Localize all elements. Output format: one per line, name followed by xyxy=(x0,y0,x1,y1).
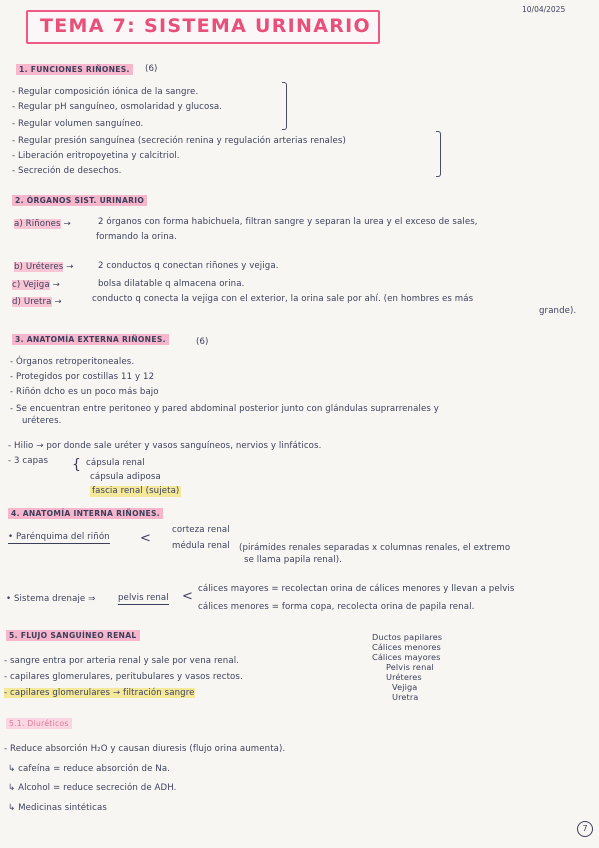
brace xyxy=(436,131,441,177)
vejiga-text: bolsa dilatable q almacena orina. xyxy=(98,279,245,289)
sec1-item: - Liberación eritropoyetina y calcitriol. xyxy=(12,151,180,161)
section-5-1-heading: 5.1. Diuréticos xyxy=(6,718,72,729)
section-3-heading: 3. ANATOMÍA EXTERNA RIÑONES. xyxy=(12,334,169,345)
sec3-item: - Protegidos por costillas 11 y 12 xyxy=(10,372,155,382)
sec1-item: - Regular pH sanguíneo, osmolaridad y glucosa. xyxy=(12,102,223,112)
calices-menores: cálices menores = forma copa, recolecta orina de papila renal. xyxy=(198,602,475,612)
flow-item: Vejiga xyxy=(392,682,418,692)
bracket-icon: < xyxy=(182,589,193,604)
pelvis-label: pelvis renal xyxy=(118,593,169,603)
section-1-count: (6) xyxy=(145,64,158,74)
flow-item: Uretra xyxy=(392,692,419,702)
uretra-text-2: grande). xyxy=(539,306,577,316)
flow-list xyxy=(372,632,442,702)
medula-note: (pirámides renales separadas x columnas renales, el extremo xyxy=(239,543,511,553)
sec51-item: ↳ Alcohol = reduce secreción de ADH. xyxy=(8,783,177,793)
flow-item: Ductos papilares xyxy=(372,632,443,642)
rinones-text-2: formando la orina. xyxy=(96,232,178,242)
flow-item: Pelvis renal xyxy=(386,662,434,672)
section-3-count: (6) xyxy=(196,337,209,347)
sec3-item: - Riñón dcho es un poco más bajo xyxy=(10,387,159,397)
section-2-heading: 2. ÓRGANOS SIST. URINARIO xyxy=(12,195,147,206)
sec1-item: - Regular composición iónica de la sangre. xyxy=(12,87,199,97)
section-1-heading: 1. FUNCIONES RIÑONES. xyxy=(16,64,133,75)
brace xyxy=(282,82,287,130)
sec1-item: - Secreción de desechos. xyxy=(12,166,122,176)
sec3-item: uréteres. xyxy=(22,416,62,426)
ureteres-text: 2 conductos q conectan riñones y vejiga. xyxy=(98,261,279,271)
flow-item: Uréteres xyxy=(386,672,422,682)
capa-item: cápsula renal xyxy=(86,458,145,468)
sec1-item: - Regular presión sanguínea (secreción renina y regulación arterias renales) xyxy=(12,136,346,146)
sec3-item: - Se encuentran entre peritoneo y pared abdominal posterior junto con glándulas suprarrenales y xyxy=(10,404,439,414)
sec51-item: ↳ Medicinas sintéticas xyxy=(8,803,107,813)
label-vejiga: c) Vejiga xyxy=(12,280,50,290)
sec5-item: - sangre entra por arteria renal y sale por vena renal. xyxy=(4,656,240,666)
section-4-heading: 4. ANATOMÍA INTERNA RIÑONES. xyxy=(8,508,163,519)
label-ureteres: b) Uréteres xyxy=(14,262,64,272)
corteza-label: corteza renal xyxy=(172,525,230,535)
parenquima-label: • Parénquima del riñón xyxy=(8,532,110,542)
label-uretra: d) Uretra xyxy=(12,297,52,307)
sec5-item: - capilares glomerulares, peritubulares y vasos rectos. xyxy=(4,672,243,682)
page-title: TEMA 7: SISTEMA URINARIO xyxy=(40,15,371,37)
sec5-item-highlight: - capilares glomerulares → filtración sangre xyxy=(4,688,195,698)
sec3-item: - Órganos retroperitoneales. xyxy=(10,357,135,367)
hilio-line: - Hilio → por donde sale uréter y vasos sanguíneos, nervios y linfáticos. xyxy=(8,441,322,451)
section-5-heading: 5. FLUJO SANGUÍNEO RENAL xyxy=(6,630,140,641)
sec51-item: - Reduce absorción H₂O y causan diuresis (flujo orina aumenta). xyxy=(4,744,286,754)
drenaje-label: • Sistema drenaje ⇒ xyxy=(6,594,96,604)
flow-item: Cálices mayores xyxy=(372,652,441,662)
sec51-item: ↳ cafeína = reduce absorción de Na. xyxy=(8,764,171,774)
sec1-item: - Regular volumen sanguíneo. xyxy=(12,119,144,129)
uretra-text: conducto q conecta la vejiga con el exterior, la orina sale por ahí. (en hombres es más xyxy=(92,294,474,304)
date: 10/04/2025 xyxy=(522,5,566,14)
capa-item: cápsula adiposa xyxy=(90,472,161,482)
medula-label: médula renal xyxy=(172,541,230,551)
bracket-icon: < xyxy=(140,531,151,546)
calices-mayores: cálices mayores = recolectan orina de cálices menores y llevan a pelvis xyxy=(198,584,515,594)
notebook-page: 10/04/2025 TEMA 7: SISTEMA URINARIO 1. FUNCIONES RIÑONES. (6) - Regular composición iónica de la sangre. - Regular pH sanguíneo, osmolaridad y glucosa. - Regular volumen sanguíneo. - Regular presión sanguínea (secreción renina y regulación arterias renales) - Liberación eritropoyetina y calcitriol. - Secreción de desechos. 2. ÓRGANOS SIST. URINARIO a) Riñones → 2 órganos con forma habichuela, filtran sangre y separan la urea y el exceso de sales, formando la orina. b) Uréteres → 2 conductos q conectan riñones y vejiga. c) Vejiga → bolsa dilatable q almacena orina. d) Uretra → conducto q conecta la vejiga con el exterior, la orina sale por ahí. (en hombres es más grande). 3. ANATOMÍA EXTERNA RIÑONES. (6) - Órganos retroperitoneales. - Protegidos por costillas 11 y 12 - Riñón dcho es un poco más bajo - Se encuentran entre peritoneo y pared abdominal posterior junto con glándulas suprarrenales y uréteres. - Hilio → por donde sale uréter y vasos sanguíneos, nervios y linfáticos. - 3 capas { cápsula renal cápsula adiposa fascia renal (sujeta) 4. ANATOMÍA INTERNA RIÑONES. • Parénquima del riñón < corteza renal médula renal (pirámides renales separadas x columnas renales, el extremo se llama papila renal). • Sistema drenaje ⇒ pelvis renal < cálices mayores = recolectan orina de cálices menores y llevan a pelvis cálices menores = forma copa, recolecta orina de papila renal. 5. FLUJO SANGUÍNEO RENAL - sangre entra por arteria renal y sale por vena renal. - capilares glomerulares, peritubulares y vasos rectos. - capilares glomerulares → filtración sangre Ductos papilares Cálices menores Cálices mayores Pelvis renal Uréteres Vejiga Uretra 5.1. Diuréticos - Reduce absorción H₂O y causan diuresis (flujo orina aumenta). ↳ cafeína = reduce absorción de Na. ↳ Alcohol = reduce secreción de ADH. ↳ Medicinas sintéticas 7 xyxy=(0,0,599,848)
brace-icon: { xyxy=(72,457,82,473)
capas-label: - 3 capas xyxy=(8,456,49,466)
medula-note-2: se llama papila renal). xyxy=(244,555,342,565)
label-rinones: a) Riñones xyxy=(14,219,61,229)
rinones-text: 2 órganos con forma habichuela, filtran sangre y separan la urea y el exceso de sales, xyxy=(98,217,478,227)
page-number: 7 xyxy=(577,821,593,837)
flow-item: Cálices menores xyxy=(372,642,441,652)
capa-item: fascia renal (sujeta) xyxy=(92,486,180,496)
